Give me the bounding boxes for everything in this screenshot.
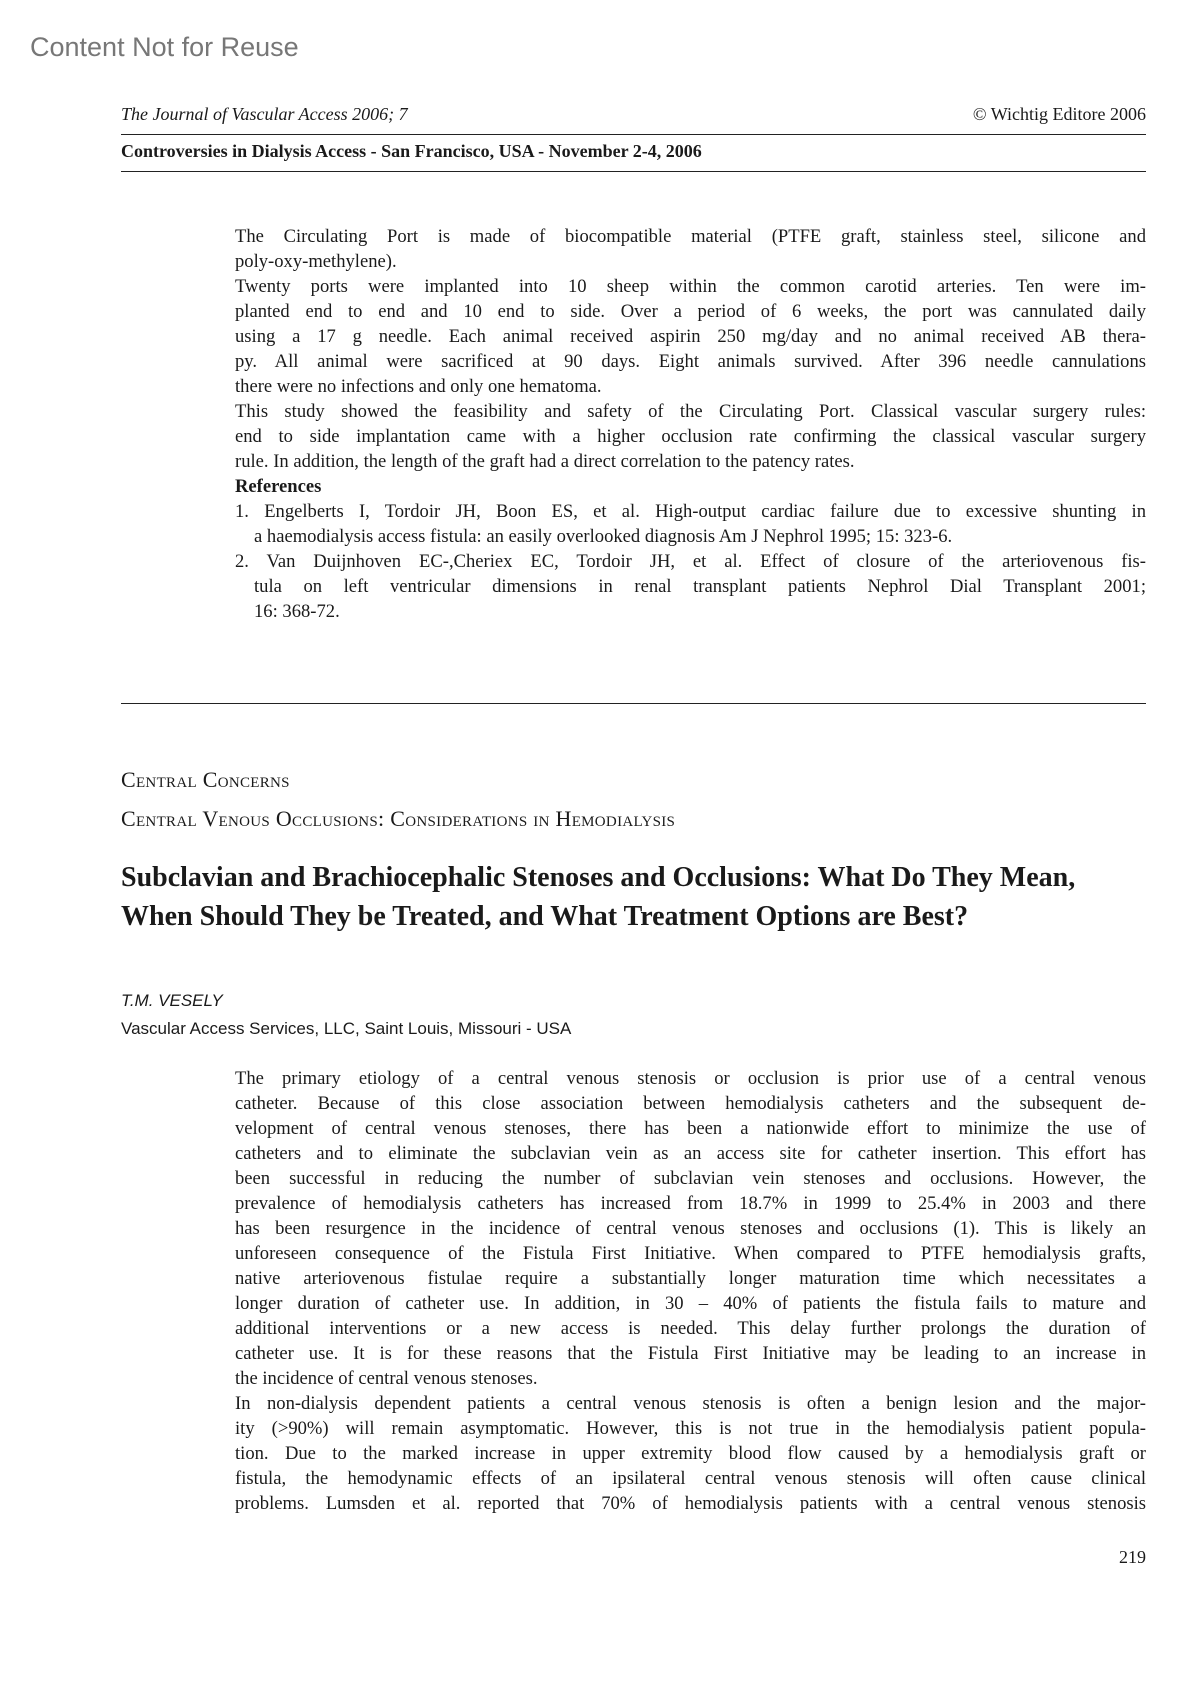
article-body — [235, 1066, 1146, 1516]
text-line: fistula, the hemodynamic effects of an ipsilateral central venous stenosis will often cause clinical — [235, 1468, 1146, 1489]
article-title: Subclavian and Brachiocephalic Stenoses and Occlusions: What Do They Mean, When Should They be Treated, and What Treatment Options are Best? — [121, 862, 1076, 932]
text-line: planted end to end and 10 end to side. Over a period of 6 weeks, the port was cannulated daily — [235, 301, 1146, 322]
text-line: The Circulating Port is made of biocompatible material (PTFE graft, stainless steel, silicone and — [235, 226, 1146, 247]
text-line: In non-dialysis dependent patients a central venous stenosis is often a benign lesion and the major- — [235, 1393, 1146, 1414]
text-line: the incidence of central venous stenoses. — [235, 1368, 538, 1389]
text-line: catheter use. It is for these reasons that the Fistula First Initiative may be leading to an increase in — [235, 1343, 1146, 1364]
running-header — [121, 104, 1146, 125]
text-line: prevalence of hemodialysis catheters has increased from 18.7% in 1999 to 25.4% in 2003 and there — [235, 1193, 1146, 1214]
copyright: © Wichtig Editore 2006 — [972, 104, 1146, 124]
text-line: This study showed the feasibility and safety of the Circulating Port. Classical vascular surgery rules: — [235, 401, 1146, 422]
page-number: 219 — [1119, 1547, 1146, 1567]
text-line: catheters and to eliminate the subclavian vein as an access site for catheter insertion. This effort has — [235, 1143, 1146, 1164]
text-line: tula on left ventricular dimensions in renal transplant patients Nephrol Dial Transplant 2001; — [254, 576, 1146, 597]
text-line: velopment of central venous stenoses, there has been a nationwide effort to minimize the use of — [235, 1118, 1146, 1139]
text-line: native arteriovenous fistulae require a substantially longer maturation time which necessitates a — [235, 1268, 1146, 1289]
text-line: using a 17 g needle. Each animal received aspirin 250 mg/day and no animal received AB thera- — [235, 326, 1146, 347]
text-line: been successful in reducing the number of subclavian vein stenoses and occlusions. However, the — [235, 1168, 1146, 1189]
text-line: tion. Due to the marked increase in upper extremity blood flow caused by a hemodialysis graft or — [235, 1443, 1146, 1464]
text-line: end to side implantation came with a higher occlusion rate confirming the classical vascular surgery — [235, 426, 1146, 447]
text-line: there were no infections and only one hematoma. — [235, 376, 602, 397]
affiliation: Vascular Access Services, LLC, Saint Louis, Missouri - USA — [121, 1019, 572, 1038]
previous-article-body — [235, 224, 1146, 624]
conference-title: Controversies in Dialysis Access - San Francisco, USA - November 2-4, 2006 — [121, 141, 702, 161]
text-line: 2. Van Duijnhoven EC-,Cheriex EC, Tordoir JH, et al. Effect of closure of the arteriovenous fis- — [235, 551, 1146, 572]
text-line: has been resurgence in the incidence of central venous stenoses and occlusions (1). This is likely an — [235, 1218, 1146, 1239]
text-line: additional interventions or a new access is needed. This delay further prolongs the duration of — [235, 1318, 1146, 1339]
header-rule-2 — [121, 171, 1146, 172]
journal-name: The Journal of Vascular Access 2006; 7 — [121, 104, 408, 124]
text-line: problems. Lumsden et al. reported that 70% of hemodialysis patients with a central venous stenosis — [235, 1493, 1146, 1514]
text-line: poly-oxy-methylene). — [235, 251, 397, 272]
header-rule — [121, 134, 1146, 135]
text-line: ity (>90%) will remain asymptomatic. However, this is not true in the hemodialysis patient popula- — [235, 1418, 1146, 1439]
text-line: The primary etiology of a central venous stenosis or occlusion is prior use of a central venous — [235, 1068, 1146, 1089]
references-heading: References — [235, 476, 322, 497]
section-divider — [121, 703, 1146, 704]
author: T.M. VESELY — [121, 991, 223, 1010]
text-line: longer duration of catheter use. In addition, in 30 – 40% of patients the fistula fails to mature and — [235, 1293, 1146, 1314]
text-line: 16: 368-72. — [254, 601, 340, 622]
subsection-heading: Central Venous Occlusions: Considerations in Hemodialysis — [121, 806, 676, 831]
text-line: 1. Engelberts I, Tordoir JH, Boon ES, et al. High-output cardiac failure due to excessive shunting in — [235, 501, 1146, 522]
text-line: a haemodialysis access fistula: an easily overlooked diagnosis Am J Nephrol 1995; 15: 323-6. — [254, 526, 953, 547]
text-line: py. All animal were sacrificed at 90 days. Eight animals survived. After 396 needle cannulations — [235, 351, 1146, 372]
text-line: rule. In addition, the length of the graft had a direct correlation to the patency rates. — [235, 451, 855, 472]
text-line: Twenty ports were implanted into 10 sheep within the common carotid arteries. Ten were im- — [235, 276, 1146, 297]
section-heading: Central Concerns — [121, 767, 290, 792]
text-line: unforeseen consequence of the Fistula First Initiative. When compared to PTFE hemodialysis grafts, — [235, 1243, 1146, 1264]
watermark: Content Not for Reuse — [30, 32, 299, 62]
text-line: catheter. Because of this close association between hemodialysis catheters and the subsequent de- — [235, 1093, 1146, 1114]
